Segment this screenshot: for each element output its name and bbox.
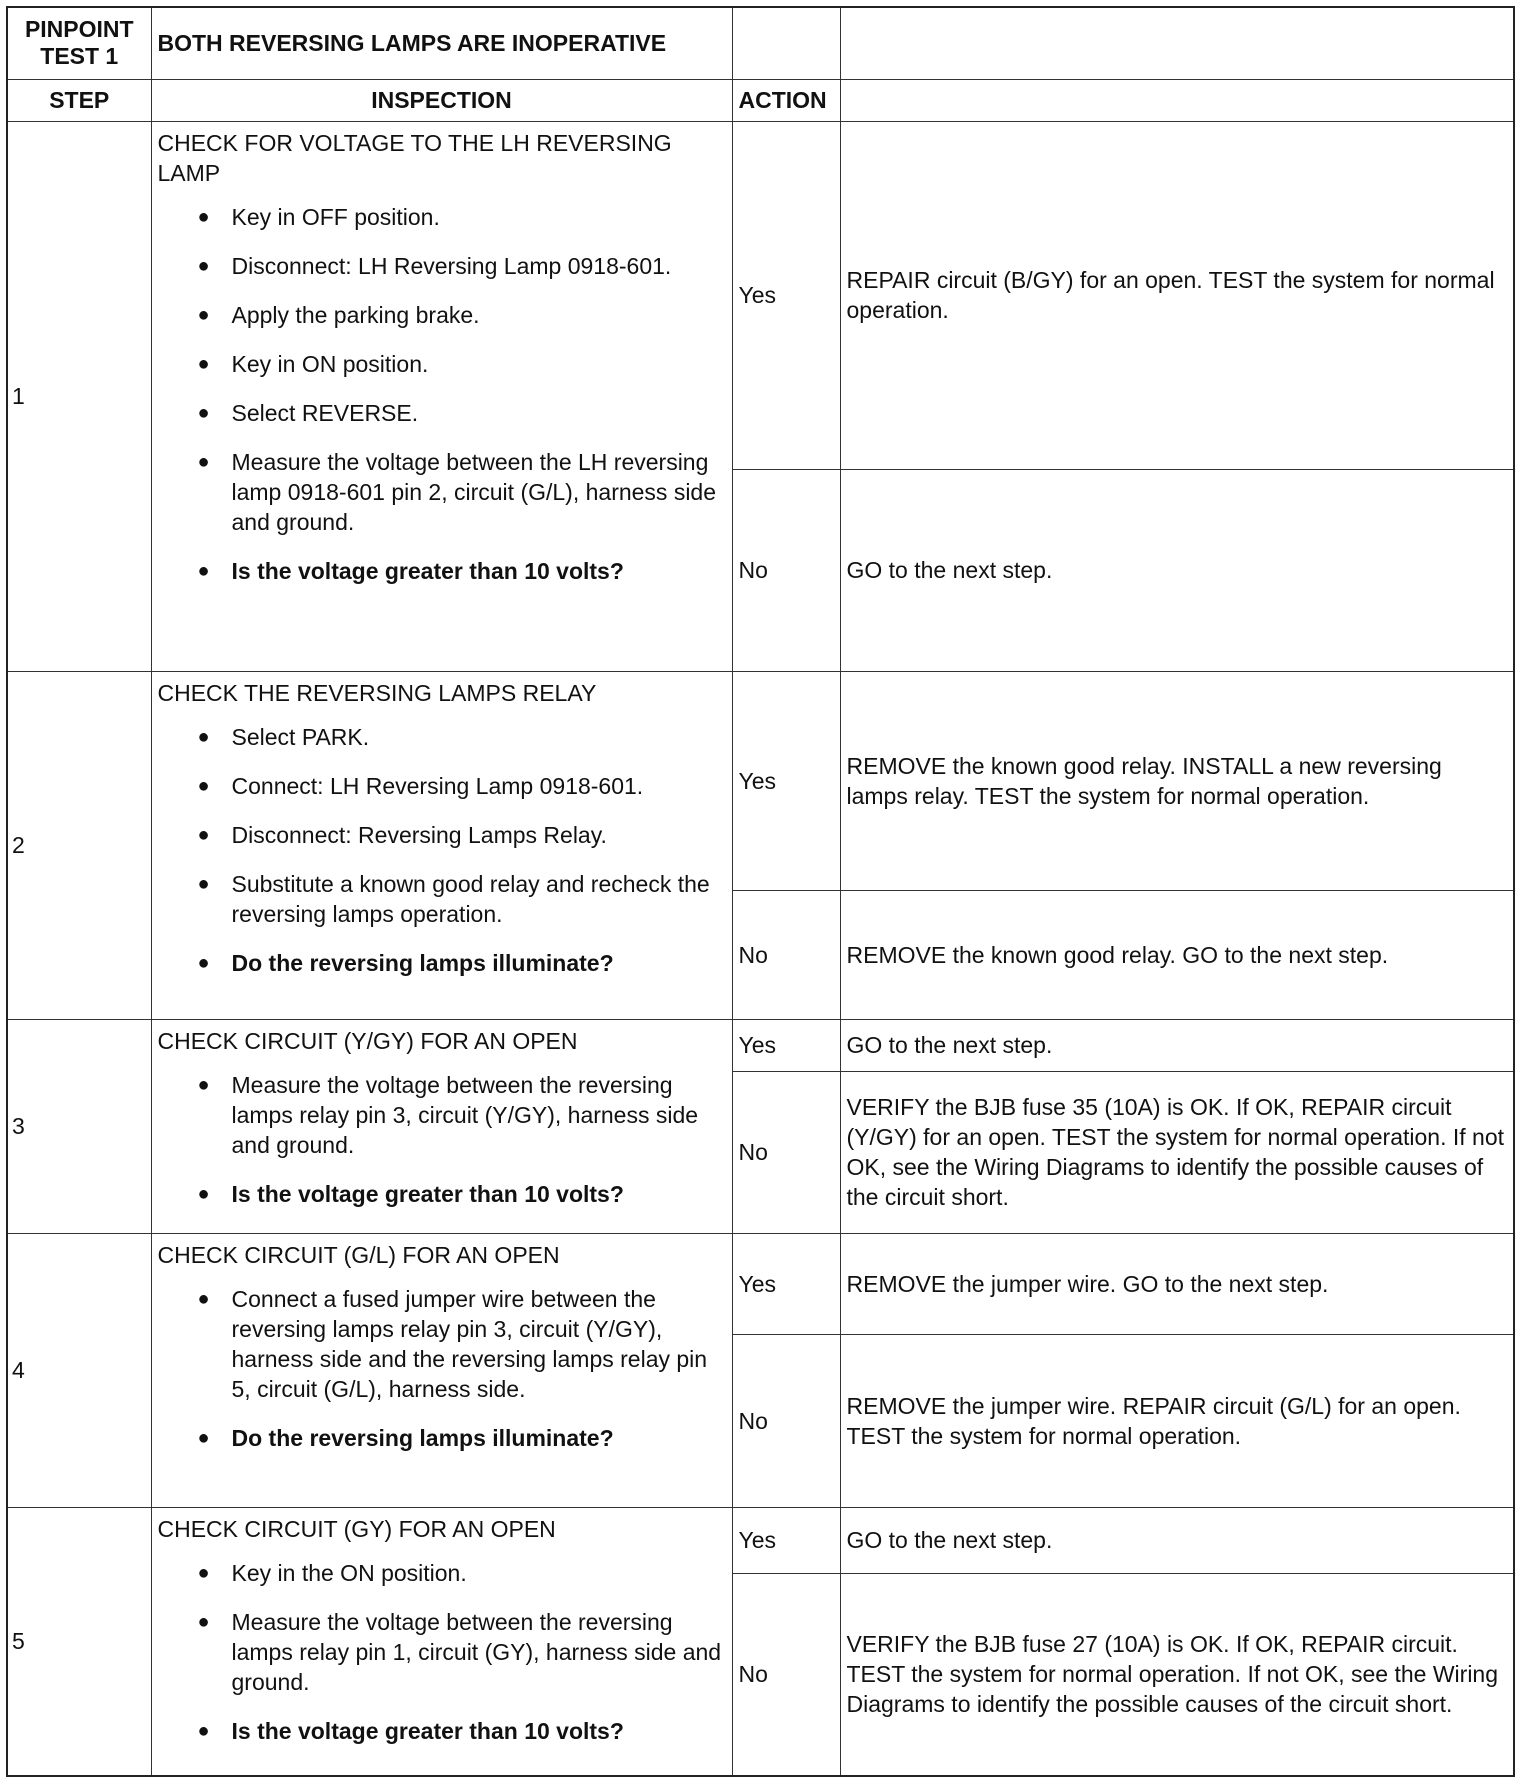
empty-cell — [732, 7, 840, 79]
step-number: 2 — [7, 671, 151, 1019]
empty-cell — [840, 7, 1514, 79]
outcome-action: VERIFY the BJB fuse 35 (10A) is OK. If OK, REPAIR circuit (Y/GY) for an open. TEST the system for normal operation. If not OK, see the Wiring Diagrams to identify the possible causes of the circuit short. — [840, 1071, 1514, 1233]
inspection-title: CHECK FOR VOLTAGE TO THE LH REVERSING LAMP — [157, 129, 672, 186]
inspection-title: CHECK THE REVERSING LAMPS RELAY — [157, 679, 597, 706]
outcome-answer: Yes — [732, 121, 840, 469]
outcome-answer: Yes — [732, 1507, 840, 1573]
inspection-cell — [151, 121, 732, 671]
inspection-bullet: ● Apply the parking brake. — [198, 300, 726, 330]
inspection-bullet: ● Measure the voltage between the reversing lamps relay pin 1, circuit (GY), harness side and ground. — [198, 1607, 726, 1697]
outcome-action: GO to the next step. — [840, 469, 1514, 671]
outcome-answer: No — [732, 1334, 840, 1507]
inspection-cell — [151, 1233, 732, 1507]
outcome-answer: Yes — [732, 1233, 840, 1334]
step-number: 5 — [7, 1507, 151, 1776]
inspection-bullet-list — [158, 1070, 726, 1209]
inspection-bullet: ● Select PARK. — [198, 722, 726, 752]
outcome-action: GO to the next step. — [840, 1019, 1514, 1071]
step-row — [7, 1507, 1514, 1573]
outcome-answer: No — [732, 1071, 840, 1233]
inspection-bullet: ● Key in OFF position. — [198, 202, 726, 232]
outcome-action: REMOVE the known good relay. GO to the next step. — [840, 890, 1514, 1019]
step-row — [7, 121, 1514, 469]
inspection-bullet: ● Substitute a known good relay and recheck the reversing lamps operation. — [198, 869, 726, 929]
outcome-action: REPAIR circuit (B/GY) for an open. TEST the system for normal operation. — [840, 121, 1514, 469]
outcome-action: REMOVE the known good relay. INSTALL a new reversing lamps relay. TEST the system for normal operation. — [840, 671, 1514, 890]
outcome-action: REMOVE the jumper wire. REPAIR circuit (G/L) for an open. TEST the system for normal operation. — [840, 1334, 1514, 1507]
inspection-title: CHECK CIRCUIT (G/L) FOR AN OPEN — [157, 1241, 560, 1268]
inspection-question: ● Is the voltage greater than 10 volts? — [198, 1179, 726, 1209]
step-number: 3 — [7, 1019, 151, 1233]
inspection-question: ● Do the reversing lamps illuminate? — [198, 1423, 726, 1453]
inspection-cell — [151, 1507, 732, 1776]
pinpoint-label: PINPOINT TEST 1 — [7, 7, 151, 79]
outcome-answer: No — [732, 890, 840, 1019]
inspection-question: ● Is the voltage greater than 10 volts? — [198, 1716, 726, 1746]
pinpoint-test-table — [6, 6, 1515, 1777]
outcome-answer: No — [732, 1573, 840, 1776]
step-number: 1 — [7, 121, 151, 671]
outcome-answer: Yes — [732, 1019, 840, 1071]
step-row — [7, 1233, 1514, 1334]
action-column-header: ACTION — [732, 79, 840, 121]
outcome-answer: No — [732, 469, 840, 671]
inspection-bullet-list — [158, 1284, 726, 1453]
step-number: 4 — [7, 1233, 151, 1507]
outcome-answer: Yes — [732, 671, 840, 890]
column-header-row — [7, 79, 1514, 121]
outcome-action: REMOVE the jumper wire. GO to the next step. — [840, 1233, 1514, 1334]
inspection-bullet: ● Disconnect: LH Reversing Lamp 0918-601. — [198, 251, 726, 281]
inspection-bullet: ● Key in the ON position. — [198, 1558, 726, 1588]
inspection-cell — [151, 1019, 732, 1233]
test-title-row — [7, 7, 1514, 79]
inspection-cell — [151, 671, 732, 1019]
inspection-column-header: INSPECTION — [151, 79, 732, 121]
step-row — [7, 1019, 1514, 1071]
inspection-title: CHECK CIRCUIT (Y/GY) FOR AN OPEN — [157, 1027, 578, 1054]
inspection-question: ● Is the voltage greater than 10 volts? — [198, 556, 726, 586]
inspection-bullet-list — [158, 1558, 726, 1746]
inspection-bullet: ● Measure the voltage between the LH reversing lamp 0918-601 pin 2, circuit (G/L), harness side and ground. — [198, 447, 726, 537]
test-title: BOTH REVERSING LAMPS ARE INOPERATIVE — [151, 7, 732, 79]
inspection-bullet-list — [158, 202, 726, 586]
inspection-bullet: ● Connect: LH Reversing Lamp 0918-601. — [198, 771, 726, 801]
inspection-bullet: ● Measure the voltage between the reversing lamps relay pin 3, circuit (Y/GY), harness side and ground. — [198, 1070, 726, 1160]
inspection-bullet-list — [158, 722, 726, 978]
outcome-action: VERIFY the BJB fuse 27 (10A) is OK. If OK, REPAIR circuit. TEST the system for normal operation. If not OK, see the Wiring Diagrams to identify the possible causes of the circuit short. — [840, 1573, 1514, 1776]
inspection-bullet: ● Connect a fused jumper wire between the reversing lamps relay pin 3, circuit (Y/GY), harness side and the reversing lamps relay pin 5, circuit (G/L), harness side. — [198, 1284, 726, 1404]
empty-cell — [840, 79, 1514, 121]
inspection-bullet: ● Key in ON position. — [198, 349, 726, 379]
inspection-bullet: ● Select REVERSE. — [198, 398, 726, 428]
step-row — [7, 671, 1514, 890]
outcome-action: GO to the next step. — [840, 1507, 1514, 1573]
step-column-header: STEP — [7, 79, 151, 121]
inspection-question: ● Do the reversing lamps illuminate? — [198, 948, 726, 978]
inspection-bullet: ● Disconnect: Reversing Lamps Relay. — [198, 820, 726, 850]
inspection-title: CHECK CIRCUIT (GY) FOR AN OPEN — [157, 1515, 556, 1542]
